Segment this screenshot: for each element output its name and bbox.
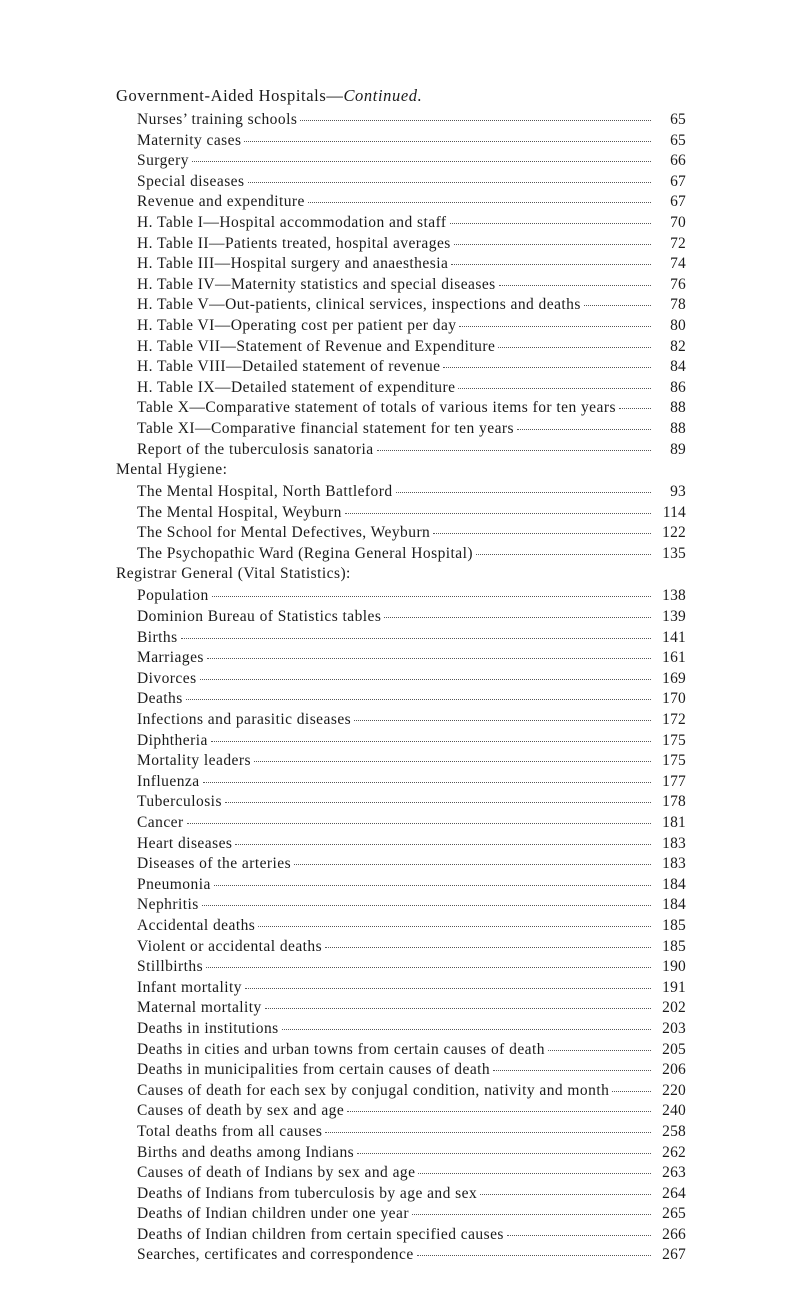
toc-entry-title: The Mental Hospital, Weyburn — [137, 503, 342, 521]
toc-entry — [116, 358, 686, 379]
toc-entry-title: Infections and parasitic diseases — [137, 711, 352, 729]
dot-leader — [476, 554, 651, 555]
dot-leader — [265, 1008, 651, 1009]
dot-leader — [245, 988, 651, 989]
toc-entry-page: 175 — [662, 752, 686, 770]
toc-entry-title: Special diseases — [137, 172, 245, 190]
toc-entry-title: Diseases of the arteries — [137, 855, 292, 873]
dot-leader — [300, 120, 651, 121]
toc-entry — [116, 732, 686, 753]
toc-entry-page: 185 — [662, 937, 686, 955]
dot-leader — [377, 450, 651, 451]
toc-entry-page: 262 — [662, 1143, 686, 1161]
dot-leader — [612, 1091, 651, 1092]
toc-entry — [116, 152, 686, 173]
toc-entry-page: 172 — [662, 711, 686, 729]
toc-entry — [116, 296, 686, 317]
toc-entry-title: Pneumonia — [137, 875, 211, 893]
toc-entry — [116, 1246, 686, 1267]
toc-entry-title: Infant mortality — [137, 978, 242, 996]
toc-entry-page: 88 — [670, 419, 686, 437]
toc-entry-page: 203 — [662, 1019, 686, 1037]
toc-entry — [116, 504, 686, 525]
dot-leader — [347, 1111, 651, 1112]
dot-leader — [212, 596, 651, 597]
toc-entry-page: 70 — [670, 213, 686, 231]
toc-entry-title: The Psychopathic Ward (Regina General Hospital) — [137, 544, 473, 562]
dot-leader — [417, 1255, 651, 1256]
dot-leader — [200, 679, 651, 680]
toc-entry-title: Population — [137, 587, 209, 605]
toc-entry-page: 135 — [662, 544, 686, 562]
toc-entry — [116, 1144, 686, 1165]
dot-leader — [507, 1235, 651, 1236]
dot-leader — [454, 244, 651, 245]
toc-entry-title: Causes of death by sex and age — [137, 1102, 345, 1120]
toc-entry-page: 66 — [670, 152, 686, 170]
toc-entry-page: 114 — [662, 503, 686, 521]
toc-entry-title: Deaths in cities and urban towns from certain causes of death — [137, 1040, 545, 1058]
dot-leader — [325, 1132, 651, 1133]
toc-entry-title: Maternal mortality — [137, 999, 262, 1017]
toc-entry — [116, 379, 686, 400]
toc-entry — [116, 317, 686, 338]
dot-leader — [517, 429, 651, 430]
dot-leader — [384, 617, 651, 618]
toc-entry-title: Nurses’ training schools — [137, 111, 298, 128]
section-heading-mental-hygiene — [116, 461, 686, 483]
toc-entry — [116, 690, 686, 711]
toc-entry-page: 190 — [662, 958, 686, 976]
toc-entry-title: Table XI—Comparative financial statement for ten years — [137, 419, 514, 437]
toc-entry-title: Revenue and expenditure — [137, 193, 305, 211]
toc-entry-title: H. Table VII—Statement of Revenue and Expenditure — [137, 337, 496, 355]
toc-entry-title: Deaths in municipalities from certain causes of death — [137, 1061, 491, 1079]
toc-entry-title: Causes of death for each sex by conjugal condition, nativity and month — [137, 1081, 610, 1099]
toc-entry-title: Deaths of Indian children under one year — [137, 1205, 409, 1223]
toc-entry — [116, 235, 686, 256]
toc-entry-title: Maternity cases — [137, 131, 242, 149]
toc-entry-page: 74 — [670, 255, 686, 273]
toc-entry-page: 184 — [662, 875, 686, 893]
toc-entry — [116, 111, 686, 132]
toc-entry — [116, 979, 686, 1000]
toc-entry-page: 138 — [662, 587, 686, 605]
dot-leader — [396, 492, 651, 493]
dot-leader — [498, 347, 651, 348]
toc-entry — [116, 214, 686, 235]
toc-entry-title: Searches, certificates and correspondence — [137, 1246, 414, 1264]
toc-entry-page: 84 — [670, 358, 686, 376]
toc-entry — [116, 835, 686, 856]
dot-leader — [354, 720, 651, 721]
toc-entry-page: 258 — [662, 1122, 686, 1140]
dot-leader — [480, 1194, 651, 1195]
toc-entry-page: 169 — [662, 669, 686, 687]
toc-entry-page: 76 — [670, 275, 686, 293]
dot-leader — [294, 864, 651, 865]
toc-entry — [116, 1041, 686, 1062]
toc-entry-title: Births and deaths among Indians — [137, 1143, 355, 1161]
toc-entry-title: Total deaths from all causes — [137, 1122, 323, 1140]
toc-entry-page: 86 — [670, 378, 686, 396]
toc-entry — [116, 670, 686, 691]
toc-entry — [116, 132, 686, 153]
toc-entry-page: 267 — [662, 1246, 686, 1264]
toc-entry-title: H. Table III—Hospital surgery and anaesthesia — [137, 255, 449, 273]
toc-entry-title: Surgery — [137, 152, 189, 170]
toc-entry — [116, 441, 686, 462]
toc-entry-page: 263 — [662, 1164, 686, 1182]
toc-entry-title: Violent or accidental deaths — [137, 937, 323, 955]
toc-entry-title: Deaths in institutions — [137, 1019, 279, 1037]
dot-leader — [412, 1214, 651, 1215]
toc-entry — [116, 524, 686, 545]
toc-entry-title: The School for Mental Defectives, Weyburn — [137, 524, 431, 542]
toc-entry-page: 220 — [662, 1081, 686, 1099]
toc-entry-page: 122 — [662, 524, 686, 542]
dot-leader — [244, 141, 651, 142]
toc-entry-title: Marriages — [137, 649, 204, 667]
dot-leader — [459, 326, 651, 327]
toc-entry-title: H. Table IX—Detailed statement of expenditure — [137, 378, 456, 396]
toc-entry-page: 206 — [662, 1061, 686, 1079]
toc-entry-title: H. Table VI—Operating cost per patient per day — [137, 316, 457, 334]
dot-leader — [584, 305, 651, 306]
section-heading-registrar-general-label: Registrar General (Vital Statistics): — [116, 565, 351, 583]
toc-entry — [116, 173, 686, 194]
toc-entry — [116, 999, 686, 1020]
dot-leader — [203, 782, 651, 783]
toc-entry-page: 191 — [662, 978, 686, 996]
toc-entry-title: Diphtheria — [137, 731, 208, 749]
toc-entry-page: 78 — [670, 296, 686, 314]
toc-entry-page: 139 — [662, 608, 686, 626]
dot-leader — [235, 844, 651, 845]
toc-entry-title: H. Table VIII—Detailed statement of revenue — [137, 358, 441, 376]
dot-leader — [186, 699, 651, 700]
toc-entry-title: Divorces — [137, 669, 197, 687]
dot-leader — [499, 285, 651, 286]
dot-leader — [248, 182, 652, 183]
toc-entry — [116, 255, 686, 276]
toc-entry-page: 65 — [670, 131, 686, 149]
dot-leader — [548, 1050, 651, 1051]
toc-entry-title: H. Table II—Patients treated, hospital averages — [137, 234, 451, 252]
toc-entry-title: Report of the tuberculosis sanatoria — [137, 440, 374, 458]
toc-entry-title: Dominion Bureau of Statistics tables — [137, 608, 382, 626]
toc-entry-page: 141 — [662, 628, 686, 646]
dot-leader — [258, 926, 651, 927]
toc-entry-page: 89 — [670, 440, 686, 458]
toc-entry-title: The Mental Hospital, North Battleford — [137, 483, 393, 501]
toc-entry-title: H. Table I—Hospital accommodation and staff — [137, 213, 447, 231]
toc-entry — [116, 711, 686, 732]
dot-leader — [206, 967, 651, 968]
toc-entry-title: Births — [137, 628, 178, 646]
toc-entry — [116, 193, 686, 214]
toc-entry-page: 177 — [662, 772, 686, 790]
dot-leader — [325, 947, 651, 948]
dot-leader — [458, 388, 651, 389]
section-heading-registrar-general — [116, 565, 686, 587]
toc-entry-page: 185 — [662, 916, 686, 934]
toc-entry-title: Deaths — [137, 690, 183, 708]
toc-entry-title: Nephritis — [137, 896, 199, 914]
dot-leader — [345, 513, 651, 514]
toc-entry-page: 183 — [662, 834, 686, 852]
toc-entry — [116, 793, 686, 814]
toc-entry — [116, 1020, 686, 1041]
toc-entry-title: Stillbirths — [137, 958, 204, 976]
toc-entry — [116, 814, 686, 835]
toc-entry — [116, 1164, 686, 1185]
toc-entry — [116, 1185, 686, 1206]
toc-entry — [116, 483, 686, 504]
dot-leader — [254, 761, 651, 762]
toc-entry — [116, 608, 686, 629]
toc-entry-page: 67 — [670, 172, 686, 190]
toc-entry-page: 266 — [662, 1225, 686, 1243]
table-of-contents — [116, 111, 686, 1267]
dot-leader — [433, 533, 651, 534]
toc-entry-page: 82 — [670, 337, 686, 355]
toc-entry-page: 80 — [670, 316, 686, 334]
toc-entry — [116, 338, 686, 359]
toc-entry-page: 184 — [662, 896, 686, 914]
toc-entry-page: 181 — [662, 814, 686, 831]
toc-entry — [116, 917, 686, 938]
toc-entry-page: 65 — [670, 111, 686, 128]
dot-leader — [493, 1070, 651, 1071]
dot-leader — [308, 202, 651, 203]
dot-leader — [207, 658, 651, 659]
dot-leader — [443, 367, 651, 368]
toc-entry — [116, 773, 686, 794]
toc-entry — [116, 1082, 686, 1103]
toc-entry-title: Cancer — [137, 814, 184, 831]
toc-entry-title: Accidental deaths — [137, 916, 256, 934]
toc-entry — [116, 1102, 686, 1123]
toc-entry — [116, 876, 686, 897]
toc-entry-title: Causes of death of Indians by sex and age — [137, 1164, 416, 1182]
dot-leader — [357, 1153, 651, 1154]
toc-entry-page: 240 — [662, 1102, 686, 1120]
toc-entry — [116, 1226, 686, 1247]
dot-leader — [192, 161, 651, 162]
toc-entry — [116, 629, 686, 650]
toc-entry — [116, 587, 686, 608]
dot-leader — [187, 823, 651, 824]
toc-entry-page: 88 — [670, 399, 686, 417]
toc-entry — [116, 938, 686, 959]
heading-continued: Continued. — [343, 86, 423, 105]
dot-leader — [451, 264, 651, 265]
toc-entry — [116, 545, 686, 566]
toc-entry — [116, 1123, 686, 1144]
dot-leader — [282, 1029, 651, 1030]
toc-entry-page: 202 — [662, 999, 686, 1017]
dot-leader — [202, 905, 651, 906]
toc-entry-page: 264 — [662, 1184, 686, 1202]
toc-entry-page: 183 — [662, 855, 686, 873]
toc-entry-page: 67 — [670, 193, 686, 211]
dot-leader — [214, 885, 651, 886]
toc-entry — [116, 649, 686, 670]
toc-entry-title: Heart diseases — [137, 834, 233, 852]
toc-entry-page: 178 — [662, 793, 686, 811]
toc-entry — [116, 752, 686, 773]
toc-entry — [116, 1061, 686, 1082]
dot-leader — [225, 802, 651, 803]
toc-entry-page: 72 — [670, 234, 686, 252]
toc-entry-title: Deaths of Indians from tuberculosis by age and sex — [137, 1184, 478, 1202]
toc-entry-page: 205 — [662, 1040, 686, 1058]
section-heading-mental-hygiene-label: Mental Hygiene: — [116, 461, 228, 479]
toc-entry-page: 161 — [662, 649, 686, 667]
toc-entry-page: 93 — [670, 483, 686, 501]
toc-entry — [116, 896, 686, 917]
toc-entry — [116, 420, 686, 441]
dot-leader — [619, 408, 651, 409]
toc-entry — [116, 276, 686, 297]
toc-entry-title: Influenza — [137, 772, 200, 790]
heading-main: Government-Aided Hospitals— — [116, 86, 344, 105]
toc-entry-title: H. Table IV—Maternity statistics and special diseases — [137, 275, 496, 293]
toc-entry-page: 175 — [662, 731, 686, 749]
toc-entry-title: Mortality leaders — [137, 752, 251, 770]
toc-entry-title: Tuberculosis — [137, 793, 222, 811]
toc-entry — [116, 1205, 686, 1226]
toc-entry-page: 265 — [662, 1205, 686, 1223]
toc-entry-title: Table X—Comparative statement of totals of various items for ten years — [137, 399, 616, 417]
toc-entry — [116, 958, 686, 979]
dot-leader — [418, 1173, 651, 1174]
toc-entry-title: Deaths of Indian children from certain specified causes — [137, 1225, 504, 1243]
dot-leader — [450, 223, 651, 224]
dot-leader — [211, 741, 651, 742]
toc-entry — [116, 399, 686, 420]
page-heading — [116, 86, 422, 106]
toc-entry-title: H. Table V—Out-patients, clinical services, inspections and deaths — [137, 296, 581, 314]
dot-leader — [181, 638, 651, 639]
toc-entry — [116, 855, 686, 876]
toc-entry-page: 170 — [662, 690, 686, 708]
